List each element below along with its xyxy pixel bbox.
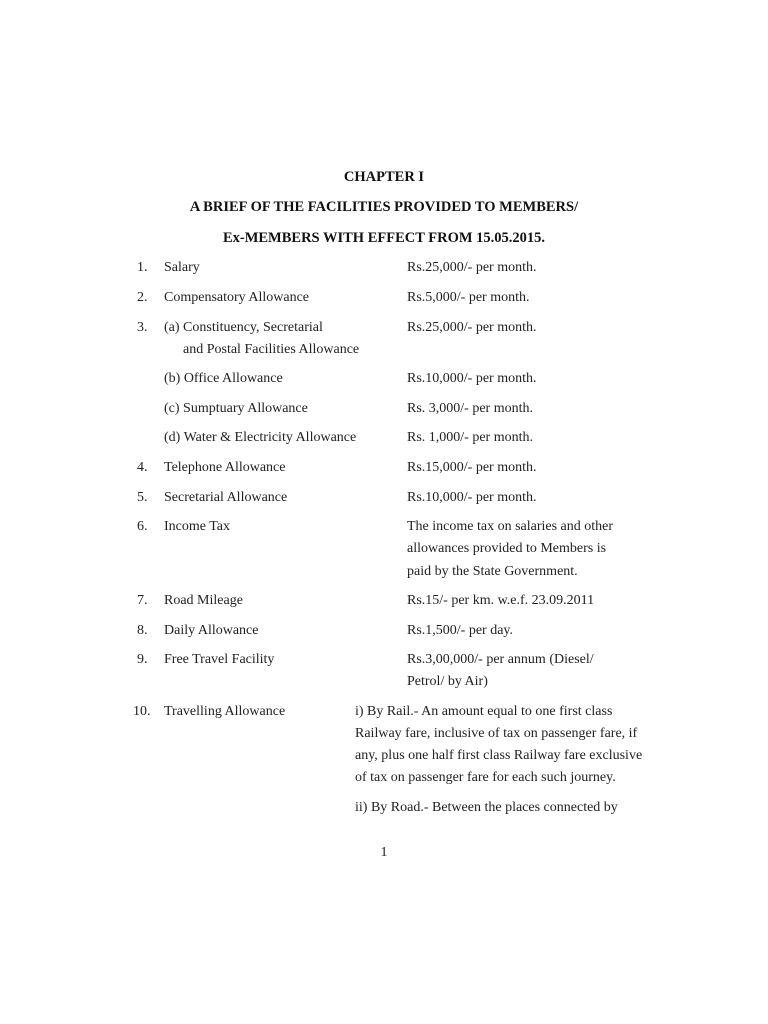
item-label-free-travel: Free Travel Facility (164, 652, 275, 667)
item-number: 4. (137, 460, 148, 475)
item-number: 9. (137, 652, 148, 667)
item-number: 10. (133, 704, 151, 719)
item-label-salary: Salary (164, 260, 200, 275)
item-number: 1. (137, 260, 148, 275)
item-number: 2. (137, 290, 148, 305)
item-value-income-tax-line: The income tax on salaries and other (407, 519, 614, 534)
item-label-office: (b) Office Allowance (164, 371, 283, 386)
item-value-income-tax-line: allowances provided to Members is (407, 541, 607, 556)
item-number: 8. (137, 623, 148, 638)
item-label-income-tax: Income Tax (164, 519, 231, 534)
item-value-salary: Rs.25,000/- per month. (407, 260, 537, 275)
travelling-rail-line: i) By Rail.- An amount equal to one first class (355, 704, 613, 719)
item-number: 7. (137, 593, 148, 608)
item-value-road-mileage: Rs.15/- per km. w.e.f. 23.09.2011 (407, 593, 595, 608)
item-label-constituency: (a) Constituency, Secretarial (164, 320, 323, 335)
travelling-road-line: ii) By Road.- Between the places connected by (355, 800, 618, 815)
item-value-free-travel-line: Rs.3,00,000/- per annum (Diesel/ (407, 652, 594, 667)
item-label-constituency-cont: and Postal Facilities Allowance (183, 342, 360, 357)
item-label-daily: Daily Allowance (164, 623, 259, 638)
item-number: 3. (137, 320, 148, 335)
item-value-compensatory: Rs.5,000/- per month. (407, 290, 530, 305)
travelling-rail-line: any, plus one half first class Railway fare exclusive (355, 748, 643, 763)
item-value-free-travel-line: Petrol/ by Air) (407, 674, 488, 689)
title-line-2: Ex-MEMBERS WITH EFFECT FROM 15.05.2015. (222, 230, 546, 246)
title-line-1: A BRIEF OF THE FACILITIES PROVIDED TO MEMBERS/ (189, 199, 579, 215)
chapter-heading: CHAPTER I (343, 169, 425, 185)
item-value-secretarial: Rs.10,000/- per month. (407, 490, 537, 505)
item-value-telephone: Rs.15,000/- per month. (407, 460, 537, 475)
item-label-compensatory: Compensatory Allowance (164, 290, 310, 305)
item-label-secretarial: Secretarial Allowance (164, 490, 288, 505)
item-label-sumptuary: (c) Sumptuary Allowance (164, 401, 308, 416)
item-number: 6. (137, 519, 148, 534)
item-value-constituency: Rs.25,000/- per month. (407, 320, 537, 335)
travelling-rail-line: Railway fare, inclusive of tax on passenger fare, if (355, 726, 638, 741)
item-label-road-mileage: Road Mileage (164, 593, 243, 608)
item-value-water: Rs. 1,000/- per month. (407, 430, 533, 445)
item-label-travelling: Travelling Allowance (164, 704, 286, 719)
travelling-rail-line: of tax on passenger fare for each such journey. (355, 770, 616, 785)
item-value-daily: Rs.1,500/- per day. (407, 623, 514, 638)
item-label-water: (d) Water & Electricity Allowance (164, 430, 357, 445)
item-value-sumptuary: Rs. 3,000/- per month. (407, 401, 533, 416)
item-value-income-tax-line: paid by the State Government. (407, 564, 578, 579)
item-value-office: Rs.10,000/- per month. (407, 371, 537, 386)
item-number: 5. (137, 490, 148, 505)
page-number: 1 (380, 845, 388, 860)
item-label-telephone: Telephone Allowance (164, 460, 286, 475)
